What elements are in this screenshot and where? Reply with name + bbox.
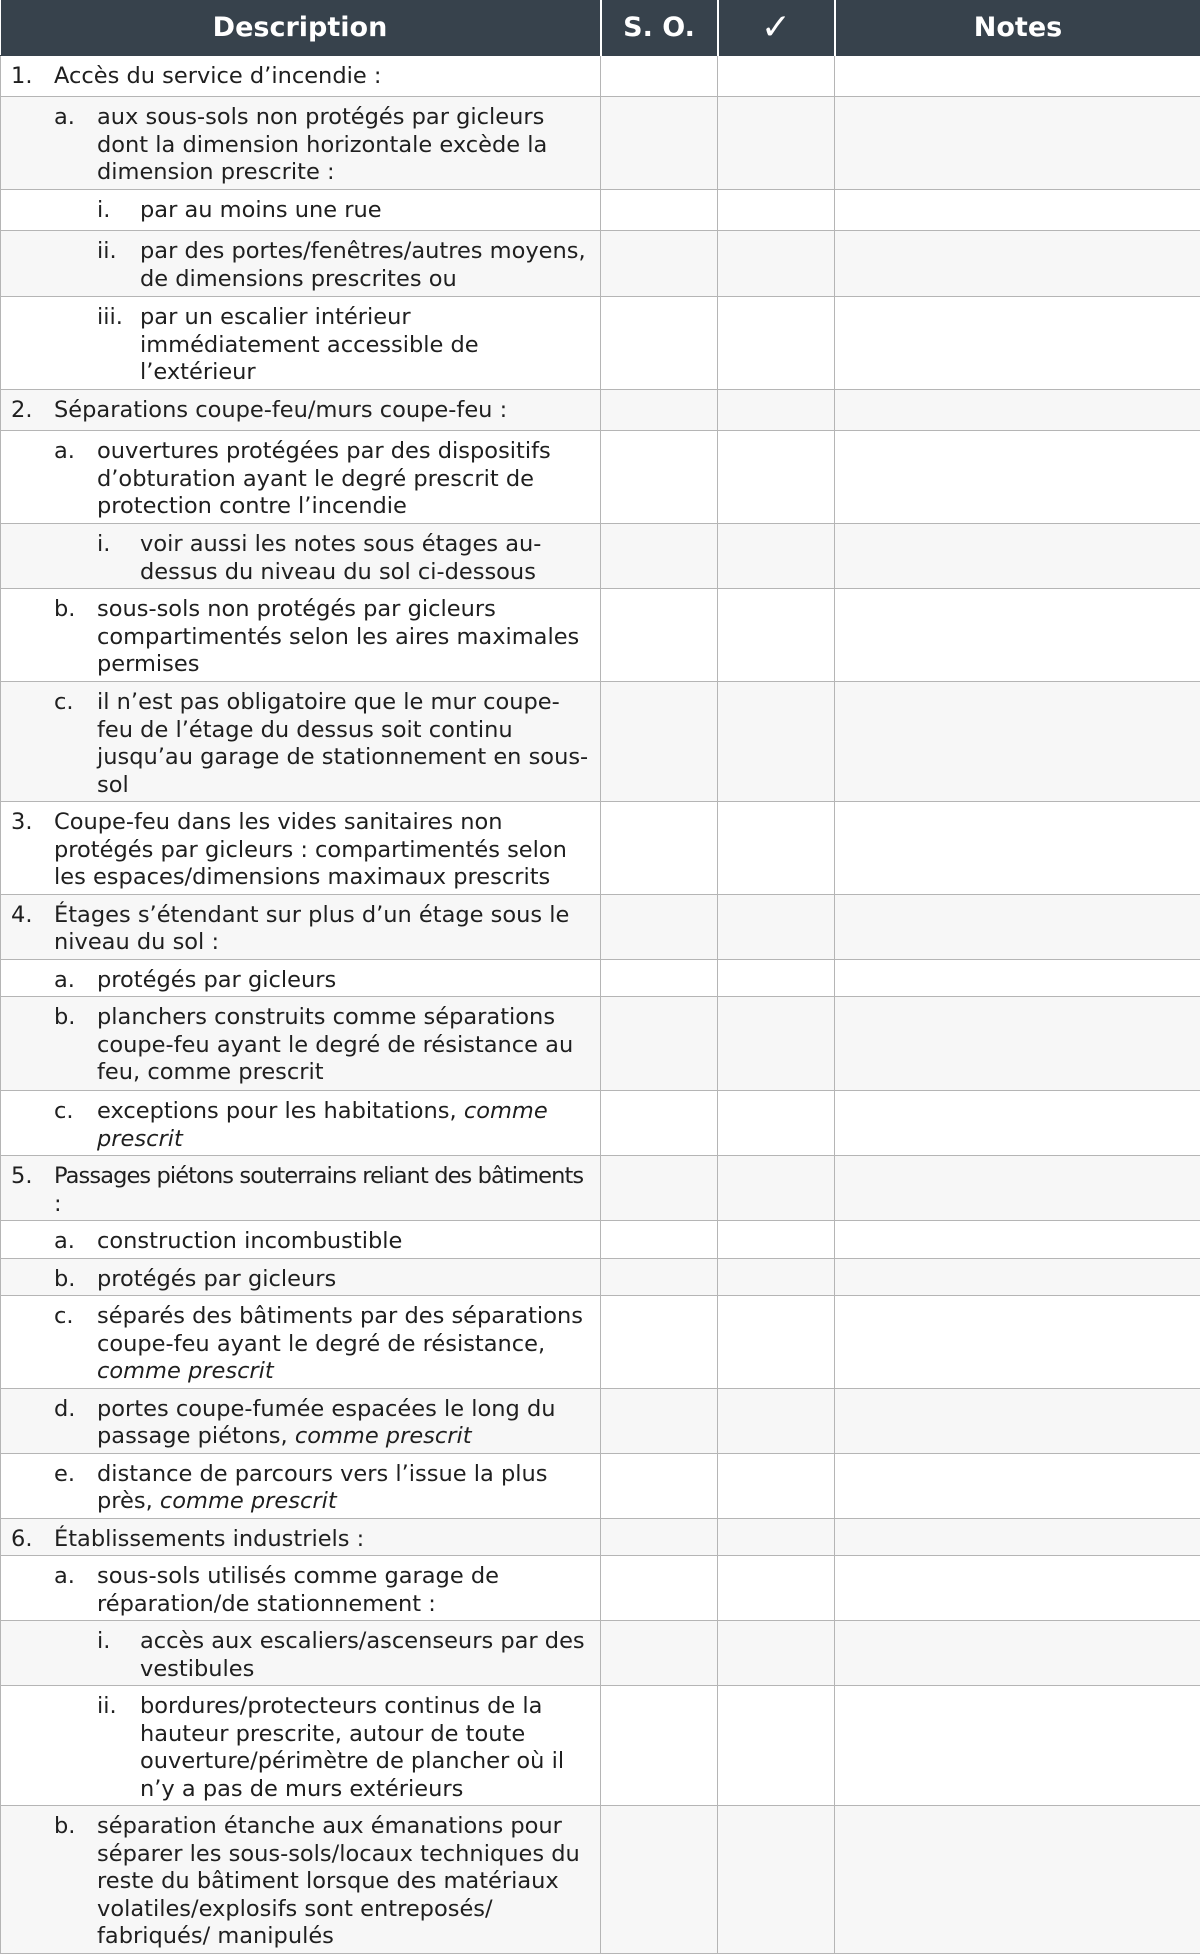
so-cell[interactable] [601,1296,718,1389]
item-text: voir aussi les notes sous étages au-dessus du niveau du sol ci-dessous [140,531,592,586]
notes-cell[interactable] [835,231,1200,297]
check-cell[interactable] [718,1258,835,1296]
notes-cell[interactable] [835,1091,1200,1156]
notes-cell[interactable] [835,1221,1200,1259]
notes-cell[interactable] [835,190,1200,231]
table-row [1,1686,1200,1806]
notes-cell[interactable] [835,1518,1200,1556]
check-cell[interactable] [718,1296,835,1389]
notes-cell[interactable] [835,1686,1200,1806]
description-cell [1,1221,601,1259]
item-marker: 1. [11,63,54,91]
description-cell [1,589,601,682]
item-text: ouvertures protégées par des dispositifs d’obturation ayant le degré prescrit de protection contre l’incendie [97,438,592,521]
table-row [1,1806,1200,1954]
check-cell[interactable] [718,1621,835,1686]
table-row [1,390,1200,431]
description-header: Description [1,0,601,56]
table-row [1,1453,1200,1518]
check-cell[interactable] [718,431,835,524]
so-cell[interactable] [601,959,718,997]
item-text: Étages s’étendant sur plus d’un étage sous le niveau du sol : [54,902,592,957]
check-cell[interactable] [718,1686,835,1806]
item-text: exceptions pour les habitations, comme prescrit [97,1098,592,1153]
notes-cell[interactable] [835,1156,1200,1221]
table-row [1,1156,1200,1221]
so-cell[interactable] [601,997,718,1091]
so-cell[interactable] [601,1621,718,1686]
table-row [1,1388,1200,1453]
item-emphasis: comme prescrit [97,1098,548,1152]
so-cell[interactable] [601,589,718,682]
description-cell [1,1686,601,1806]
item-text: accès aux escaliers/ascenseurs par des vestibules [140,1628,592,1683]
item-text: par un escalier intérieur immédiatement accessible de l’extérieur [140,304,592,387]
description-cell [1,1453,601,1518]
table-row [1,1258,1200,1296]
item-text: Coupe-feu dans les vides sanitaires non protégés par gicleurs : compartimentés selon les espaces/dimensions maximaux prescrits [54,809,592,892]
notes-cell[interactable] [835,390,1200,431]
item-text: par des portes/fenêtres/autres moyens, de dimensions prescrites ou [140,238,592,293]
item-emphasis: comme prescrit [295,1423,472,1449]
notes-cell[interactable] [835,297,1200,390]
table-row [1,431,1200,524]
check-cell[interactable] [718,390,835,431]
item-text: par au moins une rue [140,197,592,225]
check-cell[interactable] [718,589,835,682]
item-marker: ii. [97,238,140,293]
description-cell [1,997,601,1091]
so-cell[interactable] [601,431,718,524]
so-cell[interactable] [601,1156,718,1221]
item-marker: a. [54,967,97,995]
notes-cell[interactable] [835,56,1200,97]
item-marker: 3. [11,809,54,892]
item-marker: a. [54,438,97,521]
description-cell [1,1091,601,1156]
item-marker: 4. [11,902,54,957]
item-text: séparés des bâtiments par des séparations coupe-feu ayant le degré de résistance, comme prescrit [97,1303,592,1386]
table-row [1,524,1200,589]
description-cell [1,1621,601,1686]
header-row [1,0,1200,56]
notes-cell[interactable] [835,1621,1200,1686]
table-row [1,231,1200,297]
notes-cell[interactable] [835,1453,1200,1518]
table-row [1,682,1200,802]
item-text: distance de parcours vers l’issue la plus près, comme prescrit [97,1461,592,1516]
check-cell[interactable] [718,190,835,231]
notes-cell[interactable] [835,1258,1200,1296]
table-row [1,56,1200,97]
notes-cell[interactable] [835,802,1200,895]
item-text: planchers construits comme séparations coupe-feu ayant le degré de résistance au feu, comme prescrit [97,1004,592,1087]
notes-cell[interactable] [835,1556,1200,1621]
check-cell[interactable] [718,231,835,297]
check-cell[interactable] [718,1806,835,1954]
table-row [1,190,1200,231]
so-cell[interactable] [601,1091,718,1156]
so-cell[interactable] [601,1453,718,1518]
notes-cell[interactable] [835,1296,1200,1389]
item-text: sous-sols non protégés par gicleurs compartimentés selon les aires maximales permises [97,596,592,679]
table-row [1,1221,1200,1259]
so-cell[interactable] [601,1258,718,1296]
so-cell[interactable] [601,1518,718,1556]
item-text: il n’est pas obligatoire que le mur coupe-feu de l’étage du dessus soit continu jusqu’au garage de stationnement en sous-sol [97,689,592,799]
item-text: séparation étanche aux émanations pour séparer les sous-sols/locaux techniques du reste du bâtiment lorsque des matériaux volatiles/explosifs sont entreposés/ fabriqués/ manipulés [97,1813,592,1951]
item-marker: b. [54,596,97,679]
item-marker: b. [54,1813,97,1951]
check-cell[interactable] [718,297,835,390]
check-cell[interactable] [718,1091,835,1156]
table-row [1,1296,1200,1389]
item-marker: i. [97,197,140,225]
check-cell[interactable] [718,802,835,895]
table-row [1,1556,1200,1621]
item-marker: 2. [11,397,54,425]
check-cell[interactable] [718,682,835,802]
item-marker: a. [54,1228,97,1256]
item-marker: iii. [97,304,140,387]
check-cell[interactable] [718,1556,835,1621]
check-cell[interactable] [718,997,835,1091]
description-cell [1,297,601,390]
table-row [1,1091,1200,1156]
description-cell [1,390,601,431]
item-marker: 6. [11,1526,54,1554]
so-cell[interactable] [601,682,718,802]
item-text: protégés par gicleurs [97,967,592,995]
check-cell[interactable] [718,1221,835,1259]
checkmark-icon: ✓ [718,0,835,56]
description-cell [1,1258,601,1296]
so-cell[interactable] [601,802,718,895]
item-marker: 5. [11,1163,54,1218]
table-row [1,997,1200,1091]
so-header: S. O. [601,0,718,56]
description-cell [1,524,601,589]
item-marker: i. [97,531,140,586]
notes-cell[interactable] [835,589,1200,682]
so-cell[interactable] [601,524,718,589]
description-cell [1,97,601,190]
so-cell[interactable] [601,1556,718,1621]
item-marker: c. [54,1303,97,1386]
description-cell [1,959,601,997]
table-row [1,297,1200,390]
so-cell[interactable] [601,1806,718,1954]
item-text: portes coupe-fumée espacées le long du passage piétons, comme prescrit [97,1396,592,1451]
check-cell[interactable] [718,97,835,190]
notes-cell[interactable] [835,431,1200,524]
check-cell[interactable] [718,1453,835,1518]
so-cell[interactable] [601,190,718,231]
item-marker: a. [54,1563,97,1618]
item-marker: b. [54,1266,97,1294]
check-cell[interactable] [718,894,835,959]
so-cell[interactable] [601,1686,718,1806]
item-text: construction incombustible [97,1228,592,1256]
item-marker: b. [54,1004,97,1087]
table-row [1,1518,1200,1556]
item-marker: e. [54,1461,97,1516]
so-cell[interactable] [601,97,718,190]
so-cell[interactable] [601,56,718,97]
so-cell[interactable] [601,894,718,959]
item-text: Séparations coupe-feu/murs coupe-feu : [54,397,592,425]
check-cell[interactable] [718,56,835,97]
description-cell [1,1156,601,1221]
description-cell [1,682,601,802]
item-text: aux sous-sols non protégés par gicleurs dont la dimension horizontale excède la dimension prescrite : [97,104,592,187]
item-text: Passages piétons souterrains reliant des bâtiments : [54,1163,592,1218]
check-cell[interactable] [718,1518,835,1556]
check-cell[interactable] [718,959,835,997]
notes-cell[interactable] [835,997,1200,1091]
description-cell [1,431,601,524]
description-cell [1,56,601,97]
item-marker: ii. [97,1693,140,1803]
notes-cell[interactable] [835,682,1200,802]
description-cell [1,802,601,895]
check-cell[interactable] [718,1388,835,1453]
notes-cell[interactable] [835,1806,1200,1954]
description-cell [1,190,601,231]
item-text: Accès du service d’incendie : [54,63,592,91]
item-text: Établissements industriels : [54,1526,592,1554]
item-marker: d. [54,1396,97,1451]
table-row [1,959,1200,997]
item-marker: c. [54,689,97,799]
table-row [1,589,1200,682]
table-row [1,894,1200,959]
table-row [1,1621,1200,1686]
item-emphasis: comme prescrit [160,1488,337,1514]
table-row [1,97,1200,190]
check-cell[interactable] [718,1156,835,1221]
notes-cell[interactable] [835,894,1200,959]
item-text: protégés par gicleurs [97,1266,592,1294]
so-cell[interactable] [601,1221,718,1259]
item-marker: c. [54,1098,97,1153]
description-cell [1,1518,601,1556]
so-cell[interactable] [601,297,718,390]
notes-cell[interactable] [835,97,1200,190]
description-cell [1,231,601,297]
description-cell [1,1388,601,1453]
item-text: sous-sols utilisés comme garage de réparation/de stationnement : [97,1563,592,1618]
so-cell[interactable] [601,231,718,297]
item-emphasis: comme prescrit [97,1358,274,1384]
notes-cell[interactable] [835,1388,1200,1453]
check-cell[interactable] [718,524,835,589]
notes-cell[interactable] [835,959,1200,997]
notes-cell[interactable] [835,524,1200,589]
table-row [1,802,1200,895]
description-cell [1,1556,601,1621]
so-cell[interactable] [601,390,718,431]
notes-header: Notes [835,0,1200,56]
item-marker: a. [54,104,97,187]
item-marker: i. [97,1628,140,1683]
so-cell[interactable] [601,1388,718,1453]
description-cell [1,1296,601,1389]
description-cell [1,894,601,959]
item-text: bordures/protecteurs continus de la hauteur prescrite, autour de toute ouverture/périmètre de plancher où il n’y a pas de murs extérieurs [140,1693,592,1803]
description-cell [1,1806,601,1954]
